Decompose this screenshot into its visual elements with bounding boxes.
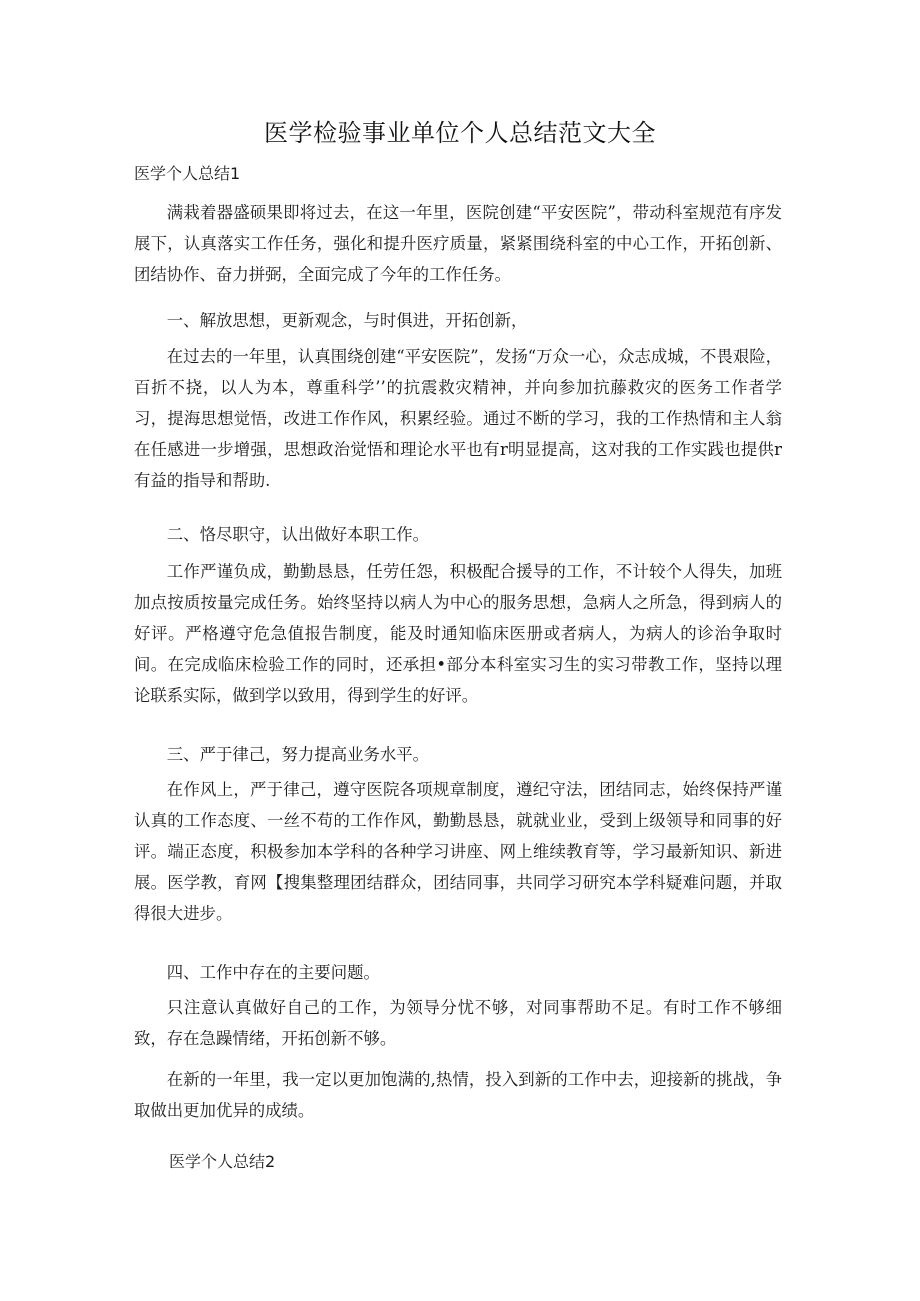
paragraph-heading-2: 二、恪尽职守，认出做好本职工作。 — [166, 525, 430, 544]
paragraph-body-4: 只注意认真做好自己的工作，为领导分忧不够，对同事帮助不足。有时工作不够细致，存在急躁情绪，开拓创新不够。 — [134, 998, 782, 1048]
paragraph-body-1: 在过去的一年里，认真围绕创建“平安医院”，发扬“万众一心，众志成城，不畏艰险，百折不挠，以人为本，尊重科学’’的抗震救灾精神，并向参加抗藤救灾的医务工作者学习，提海思想觉悟，改进工作作风，积累经验。通过不断的学习，我的工作热情和主人翁在任感进一步增强，思想政治觉悟和理论水平也有r明显提高，这对我的工作实践也提供r有益的指导和帮助. — [134, 347, 782, 490]
document-title: 医学检验事业单位个人总结范文大全 — [264, 119, 656, 147]
section-heading-1: 医学个人总结1 — [134, 164, 241, 183]
paragraph-body-2: 工作严谨负成，勤勤恳恳，任劳任怨，积极配合援导的工作，不计较个人得失，加班加点按质按量完成任务。始终坚持以病人为中心的服务思想，急病人之所急，得到病人的好评。严格遵守危急值报告制度，能及时通知临床医册或者病人，为病人的诊治争取时间。在完成临床检验工作的同时，还承担•部分本科室实习生的实习带教工作，坚持以理论联系实际，做到学以致用，得到学生的好评。 — [134, 562, 782, 705]
paragraph-closing: 在新的一年里，我一定以更加饱满的,热情，投入到新的工作中去，迎接新的挑战，争取做出更加优异的成绩。 — [134, 1070, 782, 1120]
paragraph-heading-4: 四、工作中存在的主要问题。 — [166, 963, 380, 982]
paragraph-heading-3: 三、严于律己，努力提高业务水平。 — [166, 745, 430, 764]
paragraph-body-3: 在作风上，严于律己，遵守医院各项规章制度，遵纪守法，团结同志，始终保持严谨认真的工作态度、一丝不苟的工作作风，勤勤恳恳，就就业业，受到上级领导和同事的好评。端正态度，积极参加本学科的各种学习讲座、网上维续教育等，学习最新知识、新进展。医学教，育网【搜集整理团结群众，团结同事，共同学习研究本学科疑难问题，并取得很大进步。 — [134, 780, 782, 923]
section-heading-2: 医学个人总结2 — [169, 1152, 276, 1171]
paragraph-heading-1: 一、解放思想，更新观念，与时俱进，开拓创新， — [166, 311, 528, 330]
paragraph-intro: 满栽着器盛硕果即将过去，在这一年里，医院创建“平安医院”，带动科室规范有序发展下，认真落实工作任务，强化和提升医疗质量，紧紧围绕科室的中心工作，开拓创新、团结协作、奋力拼弼，全面完成了今年的工作任务。 — [134, 203, 782, 284]
